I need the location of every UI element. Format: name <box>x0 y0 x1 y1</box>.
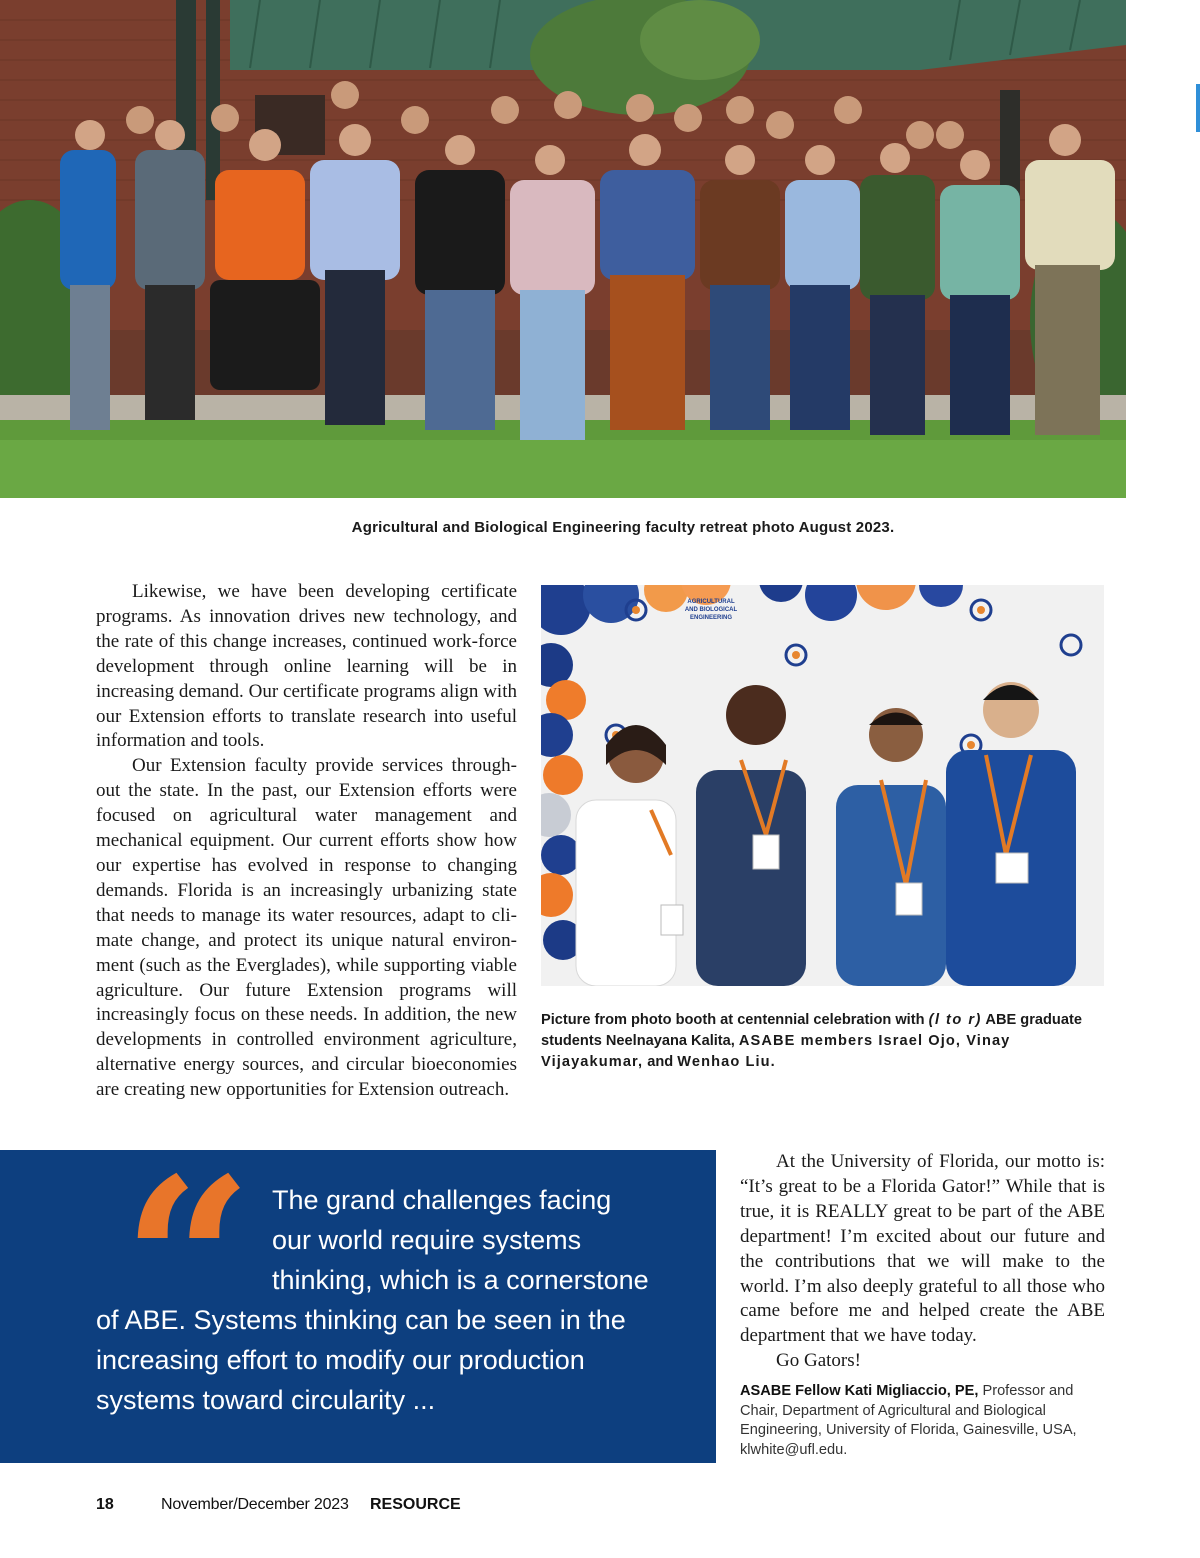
pull-quote-line3: increasing effort to modify our production <box>96 1345 585 1375</box>
booth-sign-line3: ENGINEERING <box>689 615 733 621</box>
booth-sign-line1: AGRICULTURAL <box>687 599 735 605</box>
pull-quote-text <box>96 1180 706 1420</box>
paragraph-certificates: Likewise, we have been developing certificate programs. As innovation drives new technology, and the rate of this change increases, continued work-force development through online learning will be in increasing demand. Our certificate programs align with our Extension efforts to translate research into useful information and tools. <box>96 581 517 752</box>
group-photo-illustration <box>0 0 1126 498</box>
photo-booth-illustration <box>541 585 1104 986</box>
author-bio <box>740 1382 1105 1460</box>
caption-booth-part4: and <box>643 1054 678 1070</box>
caption-booth-part2: ABE graduate students Neelnayana Kalita, <box>541 1012 1082 1049</box>
paragraph-go-gators: Go Gators! <box>776 1350 861 1372</box>
photo-booth-photo <box>541 585 1104 986</box>
pull-quote-line2: of ABE. Systems thinking can be seen in the <box>96 1305 626 1335</box>
caption-booth-paren: (l to r) <box>928 1012 982 1028</box>
magazine-name: RESOURCE <box>370 1496 461 1513</box>
quote-mark-icon: “ <box>122 1128 254 1396</box>
paragraph-motto: At the University of Florida, our motto is: “It’s great to be a Florida Gator!” While that is true, it is REALLY great to be part of the ABE department! I’m excited about our future and the contributions that we will make to the world. I’m also deeply grateful to all those who came before me and helped create the ABE department that we have today. <box>740 1151 1105 1347</box>
caption-booth-part5: Wenhao Liu. <box>677 1054 776 1070</box>
pull-quote-line1c: thinking, which is a cornerstone <box>272 1265 649 1295</box>
caption-booth-part3: ASABE members Israel Ojo, Vinay Vijayakumar, <box>541 1033 1011 1070</box>
booth-sign-line2: AND BIOLOGICAL <box>684 607 738 613</box>
pull-quote-line4: systems toward circularity ... <box>96 1385 436 1415</box>
pull-quote-line1b: our world require systems <box>272 1225 582 1255</box>
group-photo <box>0 0 1126 498</box>
pull-quote-line1a: The grand challenges facing <box>272 1185 612 1215</box>
page-number: 18 <box>96 1496 114 1513</box>
author-details: Professor and Chair, Department of Agricultural and Biological Engineering, University of Florida, Gainesville, USA, klwhite@ufl.edu. <box>740 1383 1077 1458</box>
edge-tab <box>1196 84 1200 132</box>
paragraph-extension: Our Extension faculty provide services through-out the state. In the past, our Extension efforts were focused on agricultural water management and mechanical equipment. Our current efforts show how our expertise has evolved in response to changing demands. Florida is an increasingly urbanizing state that needs to manage its water resources, adapt to cli-mate change, and protect its unique natural environ-ment (such as the Everglades), while supporting viable agriculture. Our future Extension programs will increasingly focus on these needs. In addition, the new developments in controlled environment agriculture, alternative energy sources, and circular bioeconomies are creating new opportunities for Extension outreach. <box>96 755 517 1101</box>
photo-booth-caption <box>541 1010 1104 1073</box>
author-name: ASABE Fellow Kati Migliaccio, PE, <box>740 1383 979 1399</box>
left-column <box>96 580 517 1103</box>
right-column <box>740 1150 1105 1374</box>
issue-date: November/December 2023 <box>161 1496 349 1513</box>
caption-booth-part1: Picture from photo booth at centennial celebration with <box>541 1012 929 1028</box>
page-footer <box>96 1496 461 1514</box>
top-photo-caption: Agricultural and Biological Engineering faculty retreat photo August 2023. <box>351 519 895 536</box>
